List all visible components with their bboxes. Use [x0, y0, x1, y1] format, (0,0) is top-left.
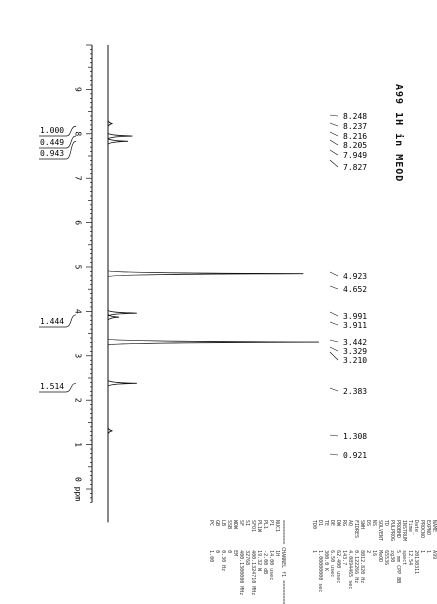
- peak-label-connector: [330, 454, 338, 455]
- ppm-tick-label: 0 ppm: [73, 476, 83, 502]
- ppm-tick-label: 8: [73, 131, 83, 137]
- peak-shift-label: 0.921: [343, 451, 368, 460]
- peak-label-connector: [330, 160, 338, 167]
- processing-parameters: ======== CHANNEL f1 ======== NUC1 1H P1 14.00 usec PL1 -2.00 dB PL1W 19.32 W SFO1 400.1324710 MHz SI 32768 SF 400.1300000 MHz WDW EM SSB 0 LB 0.30 Hz GB 0 PC 1.00: [208, 520, 286, 604]
- peak-shift-label: 8.205: [343, 141, 368, 150]
- integral-value: 1.444: [40, 317, 65, 326]
- peak-shift-label: 8.237: [343, 122, 368, 131]
- integral-value: 1.514: [40, 382, 65, 391]
- peak-shift-label: 8.216: [343, 132, 368, 141]
- integral-connector: [66, 315, 76, 327]
- ppm-tick-label: 2: [73, 397, 83, 403]
- spectrum-peak: [108, 271, 303, 277]
- peak-label-connector: [330, 340, 338, 342]
- spectrum-peak: [108, 428, 112, 434]
- spectrum-peak: [108, 138, 128, 144]
- peak-shift-label: 4.652: [343, 285, 368, 294]
- spectrum-peak: [108, 133, 132, 139]
- peak-label-connector: [330, 150, 338, 155]
- peak-shift-label: 4.923: [343, 272, 368, 281]
- integral-labels: [39, 126, 76, 392]
- peak-shift-labels: [330, 112, 367, 460]
- spectrum-peak: [108, 380, 137, 386]
- spectrum-title: A99 1H in MEOD: [393, 84, 404, 183]
- peak-label-connector: [330, 312, 338, 316]
- ppm-tick-label: 9: [73, 86, 83, 92]
- ppm-tick-label: 6: [73, 220, 83, 226]
- peak-label-connector: [330, 123, 338, 126]
- ppm-tick-label: 4: [73, 308, 83, 314]
- ppm-tick-labels: [74, 87, 83, 501]
- integral-connector: [66, 383, 76, 392]
- peak-label-connector: [330, 272, 338, 276]
- peak-shift-label: 3.991: [343, 312, 368, 321]
- peak-label-connector: [330, 352, 338, 360]
- integral-value: 0.449: [40, 138, 65, 147]
- peak-label-connector: [330, 140, 338, 145]
- peak-label-connector: [330, 132, 338, 136]
- peak-label-connector: [330, 388, 338, 391]
- peak-label-connector: [330, 435, 338, 436]
- peak-shift-label: 3.329: [343, 347, 368, 356]
- integral-value: 0.943: [40, 149, 65, 158]
- peak-shift-label: 3.210: [343, 356, 368, 365]
- peak-shift-label: 7.827: [343, 163, 368, 172]
- ppm-tick-label: 7: [73, 175, 83, 181]
- spectrum-peaks: [108, 121, 319, 434]
- peak-label-connector: [330, 347, 338, 351]
- integral-value: 1.000: [40, 126, 65, 135]
- acquisition-parameters: NAME A99 EXPNO 1 PROCNO 1 Date_ 20130311 Time 12.54 INSTRUM spect PROBHD 5 mm CPP BB PULPROG zg30 TD 65536 SOLVENT MeOD NS 16 DS 2 SWH 8012.820 Hz FIDRES 0.122266 Hz AQ 4.0894465 sec RG 143.7 DW 62.400 usec DE 6.50 usec TE 300.0 K D1 1.00000000 sec TD0 1: [311, 520, 437, 593]
- ppm-tick-label: 5: [73, 264, 83, 270]
- ppm-axis: [86, 45, 92, 502]
- ppm-tick-label: 3: [73, 353, 83, 359]
- spectrum-peak: [108, 121, 112, 127]
- spectrum-peak: [108, 339, 319, 345]
- peak-label-connector: [330, 286, 338, 289]
- peak-shift-label: 3.911: [343, 321, 368, 330]
- spectrum-peak: [108, 310, 137, 316]
- peak-shift-label: 1.308: [343, 432, 368, 441]
- integral-connector: [66, 141, 76, 159]
- peak-shift-label: 2.383: [343, 387, 368, 396]
- peak-shift-label: 7.949: [343, 151, 368, 160]
- peak-label-connector: [330, 115, 338, 116]
- peak-shift-label: 3.442: [343, 338, 368, 347]
- ppm-tick-label: 1: [73, 442, 83, 448]
- peak-label-connector: [330, 322, 338, 325]
- peak-shift-label: 8.248: [343, 112, 368, 121]
